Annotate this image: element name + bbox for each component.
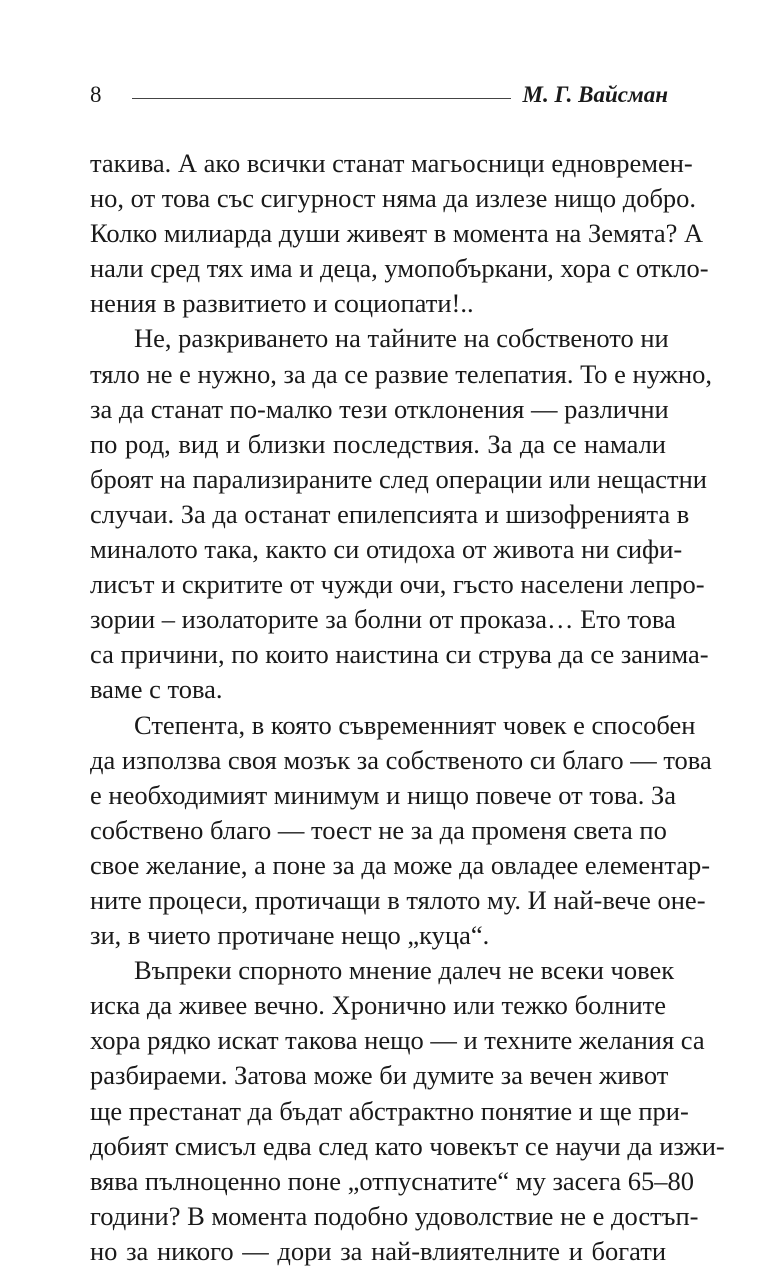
text-line: случаи. За да останат епилепсията и шизофренията в: [90, 498, 690, 529]
text-line: нали сред тях има и деца, умопобъркани, хора с откло-: [90, 253, 709, 284]
text-line: тяло не е нужно, за да се развие телепатия. То е нужно,: [90, 358, 712, 389]
text-line: Колко милиарда души живеят в момента на Земята? А: [90, 218, 704, 249]
text-line: ните процеси, протичащи в тялото му. И най-вече оне-: [90, 884, 706, 915]
text-line: ще престанат да бъдат абстрактно понятие и ще при-: [90, 1095, 689, 1126]
text-line: миналото така, както си отидоха от живота ни сифи-: [90, 534, 683, 565]
text-line: но, от това със сигурност няма да излезе нищо добро.: [90, 183, 697, 214]
text-line: ваме с това.: [90, 674, 223, 705]
paragraph-first-line: Не, разкриването на тайните на собственото ни: [134, 323, 669, 354]
text-line: такива. А ако всички станат магьосници едновремен-: [90, 148, 693, 178]
text-line: зории – изолаторите за болни от проказа… Ето това: [90, 604, 676, 635]
running-head-author: М. Г. Вайсман: [522, 82, 668, 107]
text-line: собствено благо — тоест не за да променя света по: [90, 814, 667, 845]
text-line: години? В момента подобно удоволствие не е достъп-: [90, 1200, 699, 1231]
text-line: иска да живее вечно. Хронично или тежко болните: [90, 990, 666, 1021]
text-line: е необходимият минимум и нищо повече от това. За: [90, 779, 677, 810]
text-line: добият смисъл едва след като човекът се научи да изжи-: [90, 1130, 725, 1161]
body-text: [90, 146, 725, 1269]
text-line: хора рядко искат такова нещо — и техните желания са: [90, 1025, 705, 1056]
header-rule: [132, 98, 511, 99]
text-line: свое желание, а поне за да може да овладее елементар-: [90, 849, 711, 880]
page-number: 8: [90, 82, 102, 107]
text-line: да използва своя мозък за собственото си благо — това: [90, 744, 712, 775]
text-line: броят на парализираните след операции или нещастни: [90, 463, 707, 494]
paragraph-first-line: Въпреки спорното мнение далеч не всеки човек: [134, 955, 675, 986]
text-line: за да станат по-малко тези отклонения — различни: [90, 393, 669, 424]
running-header: [90, 80, 668, 110]
text-line: вява пълноценно поне „отпуснатите“ му засега 65–80: [90, 1165, 695, 1196]
text-line: зи, в чието протичане нещо „куца“.: [90, 920, 490, 951]
text-line: по род, вид и близки последствия. За да се намали: [90, 428, 666, 459]
text-line: са причини, по които наистина си струва да се занима-: [90, 639, 709, 670]
text-line: но за никого — дори за най-влиятелните и богати: [90, 1235, 666, 1266]
text-line: лисът и скритите от чужди очи, гъсто населени лепро-: [90, 569, 705, 600]
text-line: нения в развитието и социопати!..: [90, 288, 474, 319]
text-line: разбираеми. Затова може би думите за вечен живот: [90, 1060, 669, 1091]
paragraph-first-line: Степента, в която съвременният човек е способен: [134, 709, 696, 740]
